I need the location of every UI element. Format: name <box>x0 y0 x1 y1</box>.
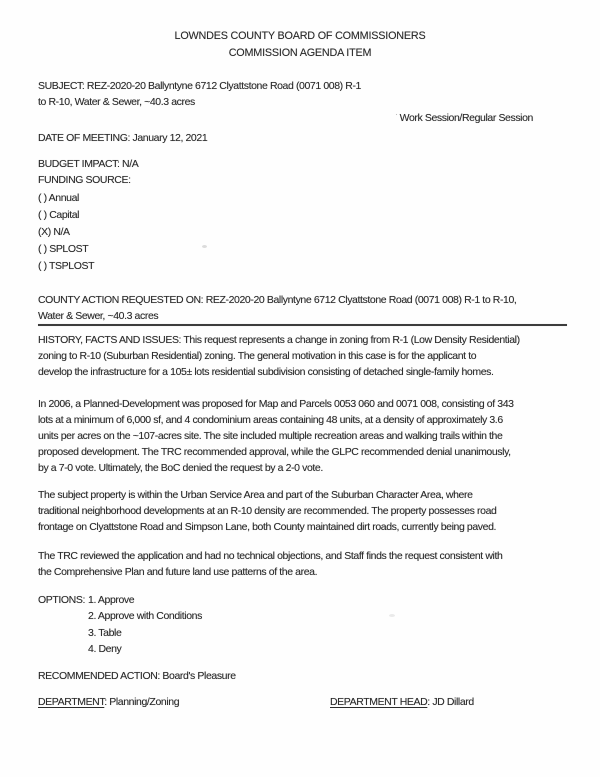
department-row <box>38 696 567 708</box>
option-approve-with-conditions: 2. Approve with Conditions <box>88 610 202 623</box>
org-name: LOWNDES COUNTY BOARD OF COMMISSIONERS <box>174 30 426 42</box>
department-field <box>38 696 330 708</box>
funding-source-label: FUNDING SOURCE: <box>38 174 131 186</box>
funding-option-splost: ( ) SPLOST <box>38 243 89 255</box>
scan-artifact <box>202 245 207 248</box>
funding-option-annual: ( ) Annual <box>38 192 79 204</box>
subject-property-paragraph: The subject property is within the Urban Service Area and part of the Suburban Character Area, where traditional neighborhood developments at an R-10 density are recommended. The property possesses road frontage on Clyattstone Road and Simpson Lane, both County maintained dirt roads, currently being paved. <box>38 489 497 533</box>
funding-options-list <box>38 190 567 275</box>
department-head-field <box>330 696 474 708</box>
recommended-action-line: RECOMMENDED ACTION: Board's Pleasure <box>38 669 236 682</box>
history-facts-issues-paragraph: HISTORY, FACTS AND ISSUES: This request represents a change in zoning from R-1 (Low Density Residential) zoning to R-10 (Suburban Residential) zoning. The general motivation in this case is for the applicant to develop the infrastructure for a 105± lots residential subdivision consisting of detached single-family homes. <box>38 334 520 378</box>
session-type-label: · Work Session/Regular Session <box>38 110 567 126</box>
department-head-label: DEPARTMENT HEAD <box>330 695 428 708</box>
meeting-date-line: DATE OF MEETING: January 12, 2021 <box>38 132 208 144</box>
option-deny: 4. Deny <box>88 643 122 656</box>
options-block <box>38 592 567 658</box>
department-head-value: : JD Dillard <box>427 695 474 708</box>
funding-option-na: (X) N/A <box>38 226 70 238</box>
options-label: OPTIONS: <box>38 594 85 606</box>
funding-option-tsplost: ( ) TSPLOST <box>38 260 95 272</box>
document-body <box>38 78 567 708</box>
planned-development-2006-paragraph: In 2006, a Planned-Development was proposed for Map and Parcels 0053 060 and 0071 008, consisting of 343 lots at a minimum of 6,000 sf, and 4 condominium areas containing 48 units, at a density of approximately 3.6 units per acres on the ~107-acres site. The site included multiple recreation areas and walking trails within the proposed development. The TRC recommended approval, while the GLPC recommended denial unanimously, by a 7-0 vote. Ultimately, the BoC denied the request by a 2-0 vote. <box>38 398 514 474</box>
county-action-requested-line: COUNTY ACTION REQUESTED ON: REZ-2020-20 Ballyntyne 6712 Clyattstone Road (0071 008) R-1 to R-10, Water & Sewer, ~40.3 acres <box>38 294 517 322</box>
options-list <box>88 592 202 658</box>
budget-impact-line: BUDGET IMPACT: N/A <box>38 158 139 170</box>
section-divider-line <box>38 324 567 326</box>
option-approve: 1. Approve <box>88 594 135 606</box>
trc-review-paragraph: The TRC reviewed the application and had no technical objections, and Staff finds the request consistent with the Comprehensive Plan and future land use patterns of the area. <box>38 550 503 578</box>
department-value: : Planning/Zoning <box>104 695 180 708</box>
department-label: DEPARTMENT <box>38 695 105 708</box>
subject-line: SUBJECT: REZ-2020-20 Ballyntyne 6712 Clyattstone Road (0071 008) R-1 to R-10, Water & Sewer, ~40.3 acres <box>38 80 361 108</box>
option-table: 3. Table <box>88 626 122 639</box>
document-type-title: COMMISSION AGENDA ITEM <box>228 47 372 59</box>
scan-artifact <box>389 614 395 617</box>
funding-option-capital: ( ) Capital <box>38 209 80 221</box>
document-header <box>0 0 600 62</box>
